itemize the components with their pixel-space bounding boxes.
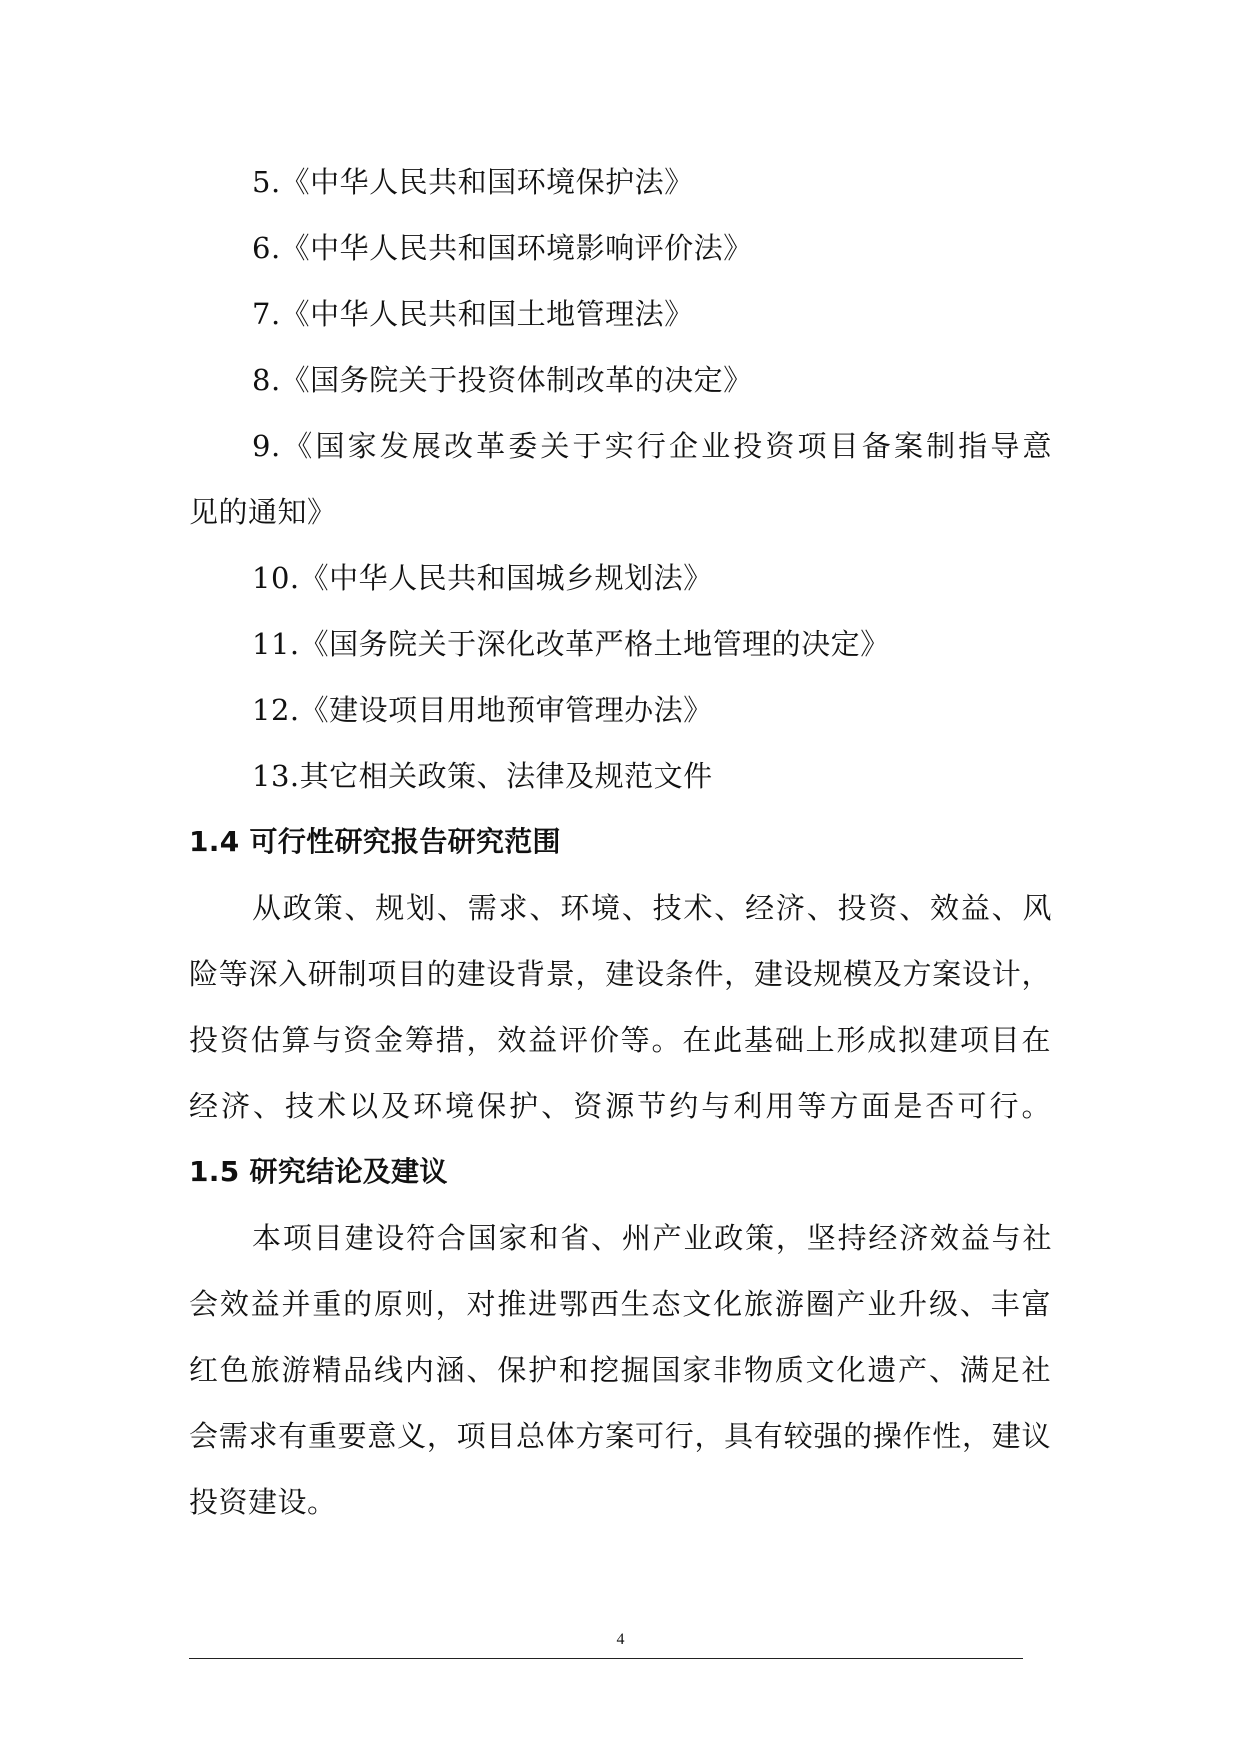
section-heading-1-5: 1.5 研究结论及建议 [189, 1155, 448, 1188]
paragraph-line: 险等深入研制项目的建设背景，建设条件，建设规模及方案设计， [189, 957, 1051, 991]
list-item-continuation: 见的通知》 [189, 495, 337, 529]
list-item: 9.《国家发展改革委关于实行企业投资项目备案制指导意 [252, 429, 1052, 463]
paragraph-line: 投资建设。 [189, 1485, 337, 1519]
list-item: 6.《中华人民共和国环境影响评价法》 [252, 231, 753, 265]
paragraph-line: 会需求有重要意义，项目总体方案可行，具有较强的操作性，建议 [189, 1419, 1051, 1453]
paragraph-line: 经济、技术以及环境保护、资源节约与利用等方面是否可行。 [189, 1089, 1051, 1123]
section-heading-1-4: 1.4 可行性研究报告研究范围 [189, 825, 561, 858]
list-item: 8.《国务院关于投资体制改革的决定》 [252, 363, 753, 397]
list-item: 12.《建设项目用地预审管理办法》 [252, 693, 713, 727]
list-item: 7.《中华人民共和国土地管理法》 [252, 297, 694, 331]
paragraph-line: 本项目建设符合国家和省、州产业政策，坚持经济效益与社 [252, 1221, 1052, 1255]
footer-rule [189, 1658, 1023, 1659]
list-item: 5.《中华人民共和国环境保护法》 [252, 165, 694, 199]
page-number: 4 [616, 1631, 625, 1648]
paragraph-line: 红色旅游精品线内涵、保护和挖掘国家非物质文化遗产、满足社 [189, 1353, 1051, 1387]
list-item: 13.其它相关政策、法律及规范文件 [252, 759, 713, 793]
paragraph-line: 投资估算与资金筹措，效益评价等。在此基础上形成拟建项目在 [189, 1023, 1051, 1057]
list-item: 11.《国务院关于深化改革严格土地管理的决定》 [252, 627, 890, 661]
paragraph-line: 会效益并重的原则，对推进鄂西生态文化旅游圈产业升级、丰富 [189, 1287, 1051, 1321]
paragraph-line: 从政策、规划、需求、环境、技术、经济、投资、效益、风 [252, 891, 1052, 925]
list-item: 10.《中华人民共和国城乡规划法》 [252, 561, 713, 595]
